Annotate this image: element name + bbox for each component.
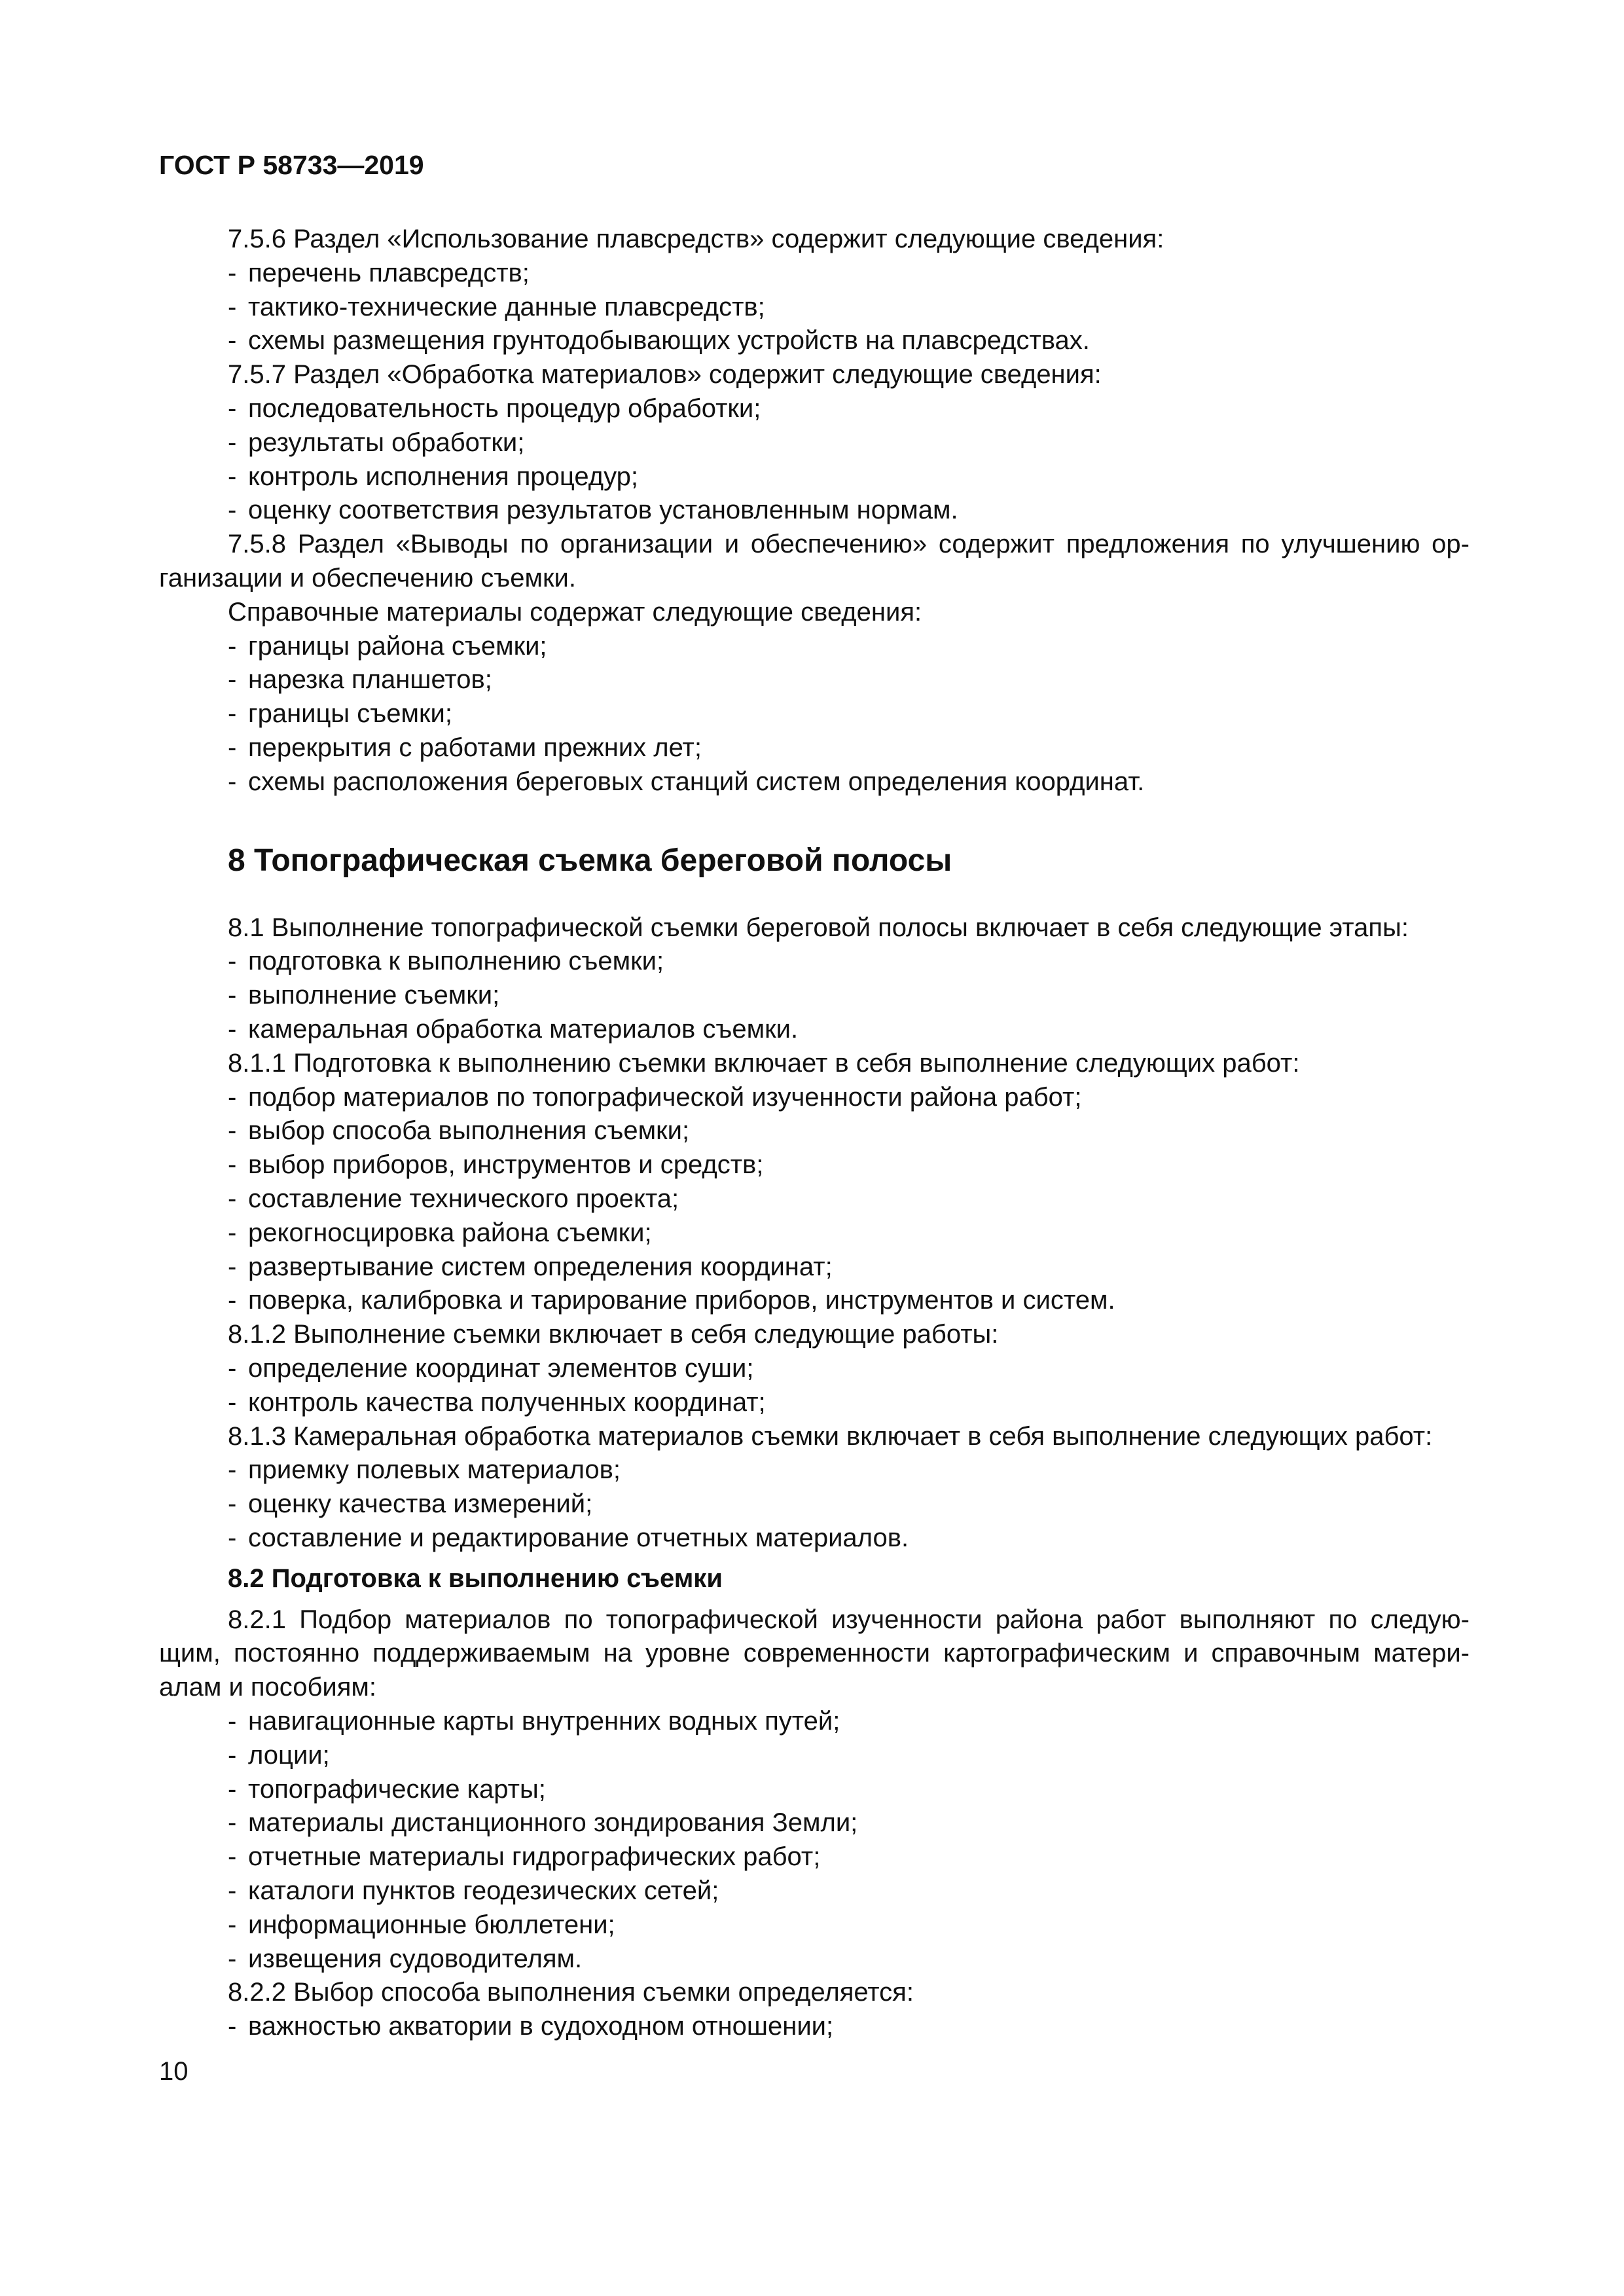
paragraph: 8.1.3 Камеральная обработка материалов съемки включает в себя выполнение следующих работ: (228, 1421, 1433, 1451)
paragraph-line: алам и пособиям: (159, 1673, 377, 1702)
list-dash-marker: - (228, 428, 237, 457)
list-dash-marker: - (228, 1082, 237, 1112)
list-item (159, 697, 1470, 731)
paragraph-line: щим, постоянно поддерживаемым на уровне современности картографическим и справочным матери- (159, 1639, 1470, 1668)
list-item (159, 731, 1470, 765)
list-item-text: определение координат элементов суши; (248, 1353, 754, 1383)
paragraph: 8.2.2 Выбор способа выполнения съемки определяется: (228, 1978, 914, 2007)
list-dash-marker: - (228, 1910, 237, 1939)
list-item (159, 2010, 1470, 2044)
list-dash-marker: - (228, 496, 237, 525)
list-item-text: приемку полевых материалов; (248, 1455, 621, 1485)
list-dash-marker: - (228, 1353, 237, 1383)
list-item (159, 1081, 1470, 1115)
list-item-text: подготовка к выполнению съемки; (248, 947, 664, 976)
list-item-text: перекрытия с работами прежних лет; (248, 733, 702, 762)
list-dash-marker: - (228, 462, 237, 491)
list-item-text: границы района съемки; (248, 631, 547, 661)
list-item-text: оценку качества измерений; (248, 1489, 593, 1519)
list-dash-marker: - (228, 1014, 237, 1044)
list-item (159, 291, 1470, 325)
list-dash-marker: - (228, 733, 237, 762)
list-dash-marker: - (228, 1455, 237, 1485)
list-dash-marker: - (228, 1842, 237, 1872)
list-dash-marker: - (228, 2012, 237, 2041)
list-item-text: подбор материалов по топографической изученности района работ; (248, 1082, 1082, 1112)
list-dash-marker: - (228, 1808, 237, 1838)
paragraph-line: ганизации и обеспечению съемки. (159, 563, 577, 592)
list-item (159, 1182, 1470, 1216)
list-item-text: границы съемки; (248, 699, 452, 729)
list-item-text: развертывание систем определения координат; (248, 1252, 833, 1281)
list-item-text: контроль исполнения процедур; (248, 462, 638, 491)
list-item (159, 257, 1470, 291)
list-item (159, 765, 1470, 799)
list-item-text: лоции; (248, 1740, 330, 1770)
list-item (159, 1250, 1470, 1285)
list-item (159, 1487, 1470, 1522)
list-item-text: важностью акватории в судоходном отношении; (248, 2012, 834, 2041)
list-item (159, 979, 1470, 1013)
list-item-text: контроль качества полученных координат; (248, 1387, 766, 1417)
list-item (159, 1114, 1470, 1148)
list-dash-marker: - (228, 1387, 237, 1417)
paragraph-line: 7.5.8 Раздел «Выводы по организации и обеспечению» содержит предложения по улучшению ор- (228, 530, 1470, 559)
list-dash-marker: - (228, 292, 237, 321)
list-dash-marker: - (228, 699, 237, 729)
document-body (159, 223, 1470, 2044)
list-item (159, 1705, 1470, 1739)
list-item-text: составление и редактирование отчетных материалов. (248, 1523, 909, 1552)
list-item (159, 1840, 1470, 1874)
list-dash-marker: - (228, 1252, 237, 1281)
list-dash-marker: - (228, 1740, 237, 1770)
list-item-text: информационные бюллетени; (248, 1910, 615, 1939)
list-item-text: тактико-технические данные плавсредств; (248, 292, 765, 321)
list-item-text: результаты обработки; (248, 428, 525, 457)
list-item (159, 1908, 1470, 1942)
list-item-text: поверка, калибровка и тарирование приборов, инструментов и систем. (248, 1286, 1115, 1315)
list-item-text: отчетные материалы гидрографических работ; (248, 1842, 821, 1872)
list-dash-marker: - (228, 1876, 237, 1906)
list-dash-marker: - (228, 665, 237, 695)
list-item-text: оценку соответствия результатов установленным нормам. (248, 496, 958, 525)
list-dash-marker: - (228, 1523, 237, 1552)
list-item-text: перечень плавсредств; (248, 258, 530, 287)
list-item (159, 663, 1470, 697)
list-item (159, 1148, 1470, 1182)
list-item-text: навигационные карты внутренних водных путей; (248, 1707, 840, 1736)
subsection-heading: 8.2 Подготовка к выполнению съемки (228, 1563, 723, 1593)
document-code-header: ГОСТ Р 58733—2019 (159, 150, 424, 180)
list-item (159, 494, 1470, 528)
list-item (159, 324, 1470, 358)
list-item (159, 460, 1470, 494)
list-item (159, 1874, 1470, 1908)
list-item (159, 1522, 1470, 1556)
list-item-text: выбор способа выполнения съемки; (248, 1116, 690, 1146)
list-dash-marker: - (228, 1774, 237, 1804)
list-dash-marker: - (228, 1944, 237, 1973)
list-dash-marker: - (228, 947, 237, 976)
list-item (159, 1942, 1470, 1977)
list-item-text: топографические карты; (248, 1774, 546, 1804)
list-item-text: выполнение съемки; (248, 981, 500, 1010)
paragraph: 8.1.2 Выполнение съемки включает в себя следующие работы: (228, 1320, 999, 1349)
wrapped-paragraph (159, 528, 1470, 596)
list-dash-marker: - (228, 1116, 237, 1146)
list-item (159, 1284, 1470, 1318)
list-dash-marker: - (228, 1218, 237, 1247)
list-item (159, 392, 1470, 426)
list-item (159, 1386, 1470, 1420)
list-item-text: камеральная обработка материалов съемки. (248, 1014, 799, 1044)
list-dash-marker: - (228, 258, 237, 287)
paragraph: 8.1 Выполнение топографической съемки береговой полосы включает в себя следующие этапы: (228, 913, 1409, 942)
list-item-text: рекогносцировка района съемки; (248, 1218, 652, 1247)
list-item (159, 945, 1470, 979)
list-dash-marker: - (228, 1184, 237, 1213)
list-item-text: выбор приборов, инструментов и средств; (248, 1150, 764, 1180)
list-item-text: нарезка планшетов; (248, 665, 492, 695)
list-item-text: материалы дистанционного зондирования Земли; (248, 1808, 858, 1838)
paragraph-line: 8.2.1 Подбор материалов по топографической изученности района работ выполняют по следую- (228, 1605, 1470, 1634)
list-item-text: схемы расположения береговых станций систем определения координат. (248, 767, 1145, 796)
section-heading: 8 Топографическая съемка береговой полосы (228, 843, 952, 878)
list-item (159, 1773, 1470, 1807)
paragraph: Справочные материалы содержат следующие сведения: (228, 597, 922, 627)
list-item (159, 1806, 1470, 1840)
list-dash-marker: - (228, 981, 237, 1010)
list-item-text: извещения судоводителям. (248, 1944, 583, 1973)
list-dash-marker: - (228, 767, 237, 796)
list-item-text: каталоги пунктов геодезических сетей; (248, 1876, 719, 1906)
page-number: 10 (159, 2057, 189, 2086)
list-item-text: схемы размещения грунтодобывающих устройств на плавсредствах. (248, 326, 1090, 355)
list-item (159, 1216, 1470, 1250)
paragraph: 7.5.7 Раздел «Обработка материалов» содержит следующие сведения: (228, 360, 1102, 390)
list-item (159, 630, 1470, 664)
list-dash-marker: - (228, 631, 237, 661)
list-item (159, 426, 1470, 460)
list-dash-marker: - (228, 393, 237, 423)
list-dash-marker: - (228, 1707, 237, 1736)
list-item (159, 1013, 1470, 1047)
list-item-text: составление технического проекта; (248, 1184, 679, 1213)
list-item (159, 1453, 1470, 1487)
paragraph: 7.5.6 Раздел «Использование плавсредств» содержит следующие сведения: (228, 225, 1164, 253)
list-item (159, 1739, 1470, 1773)
list-item (159, 1352, 1470, 1386)
paragraph: 8.1.1 Подготовка к выполнению съемки включает в себя выполнение следующих работ: (228, 1048, 1300, 1078)
list-dash-marker: - (228, 326, 237, 355)
list-item-text: последовательность процедур обработки; (248, 393, 761, 423)
wrapped-paragraph (159, 1603, 1470, 1705)
list-dash-marker: - (228, 1286, 237, 1315)
list-dash-marker: - (228, 1489, 237, 1519)
list-dash-marker: - (228, 1150, 237, 1180)
